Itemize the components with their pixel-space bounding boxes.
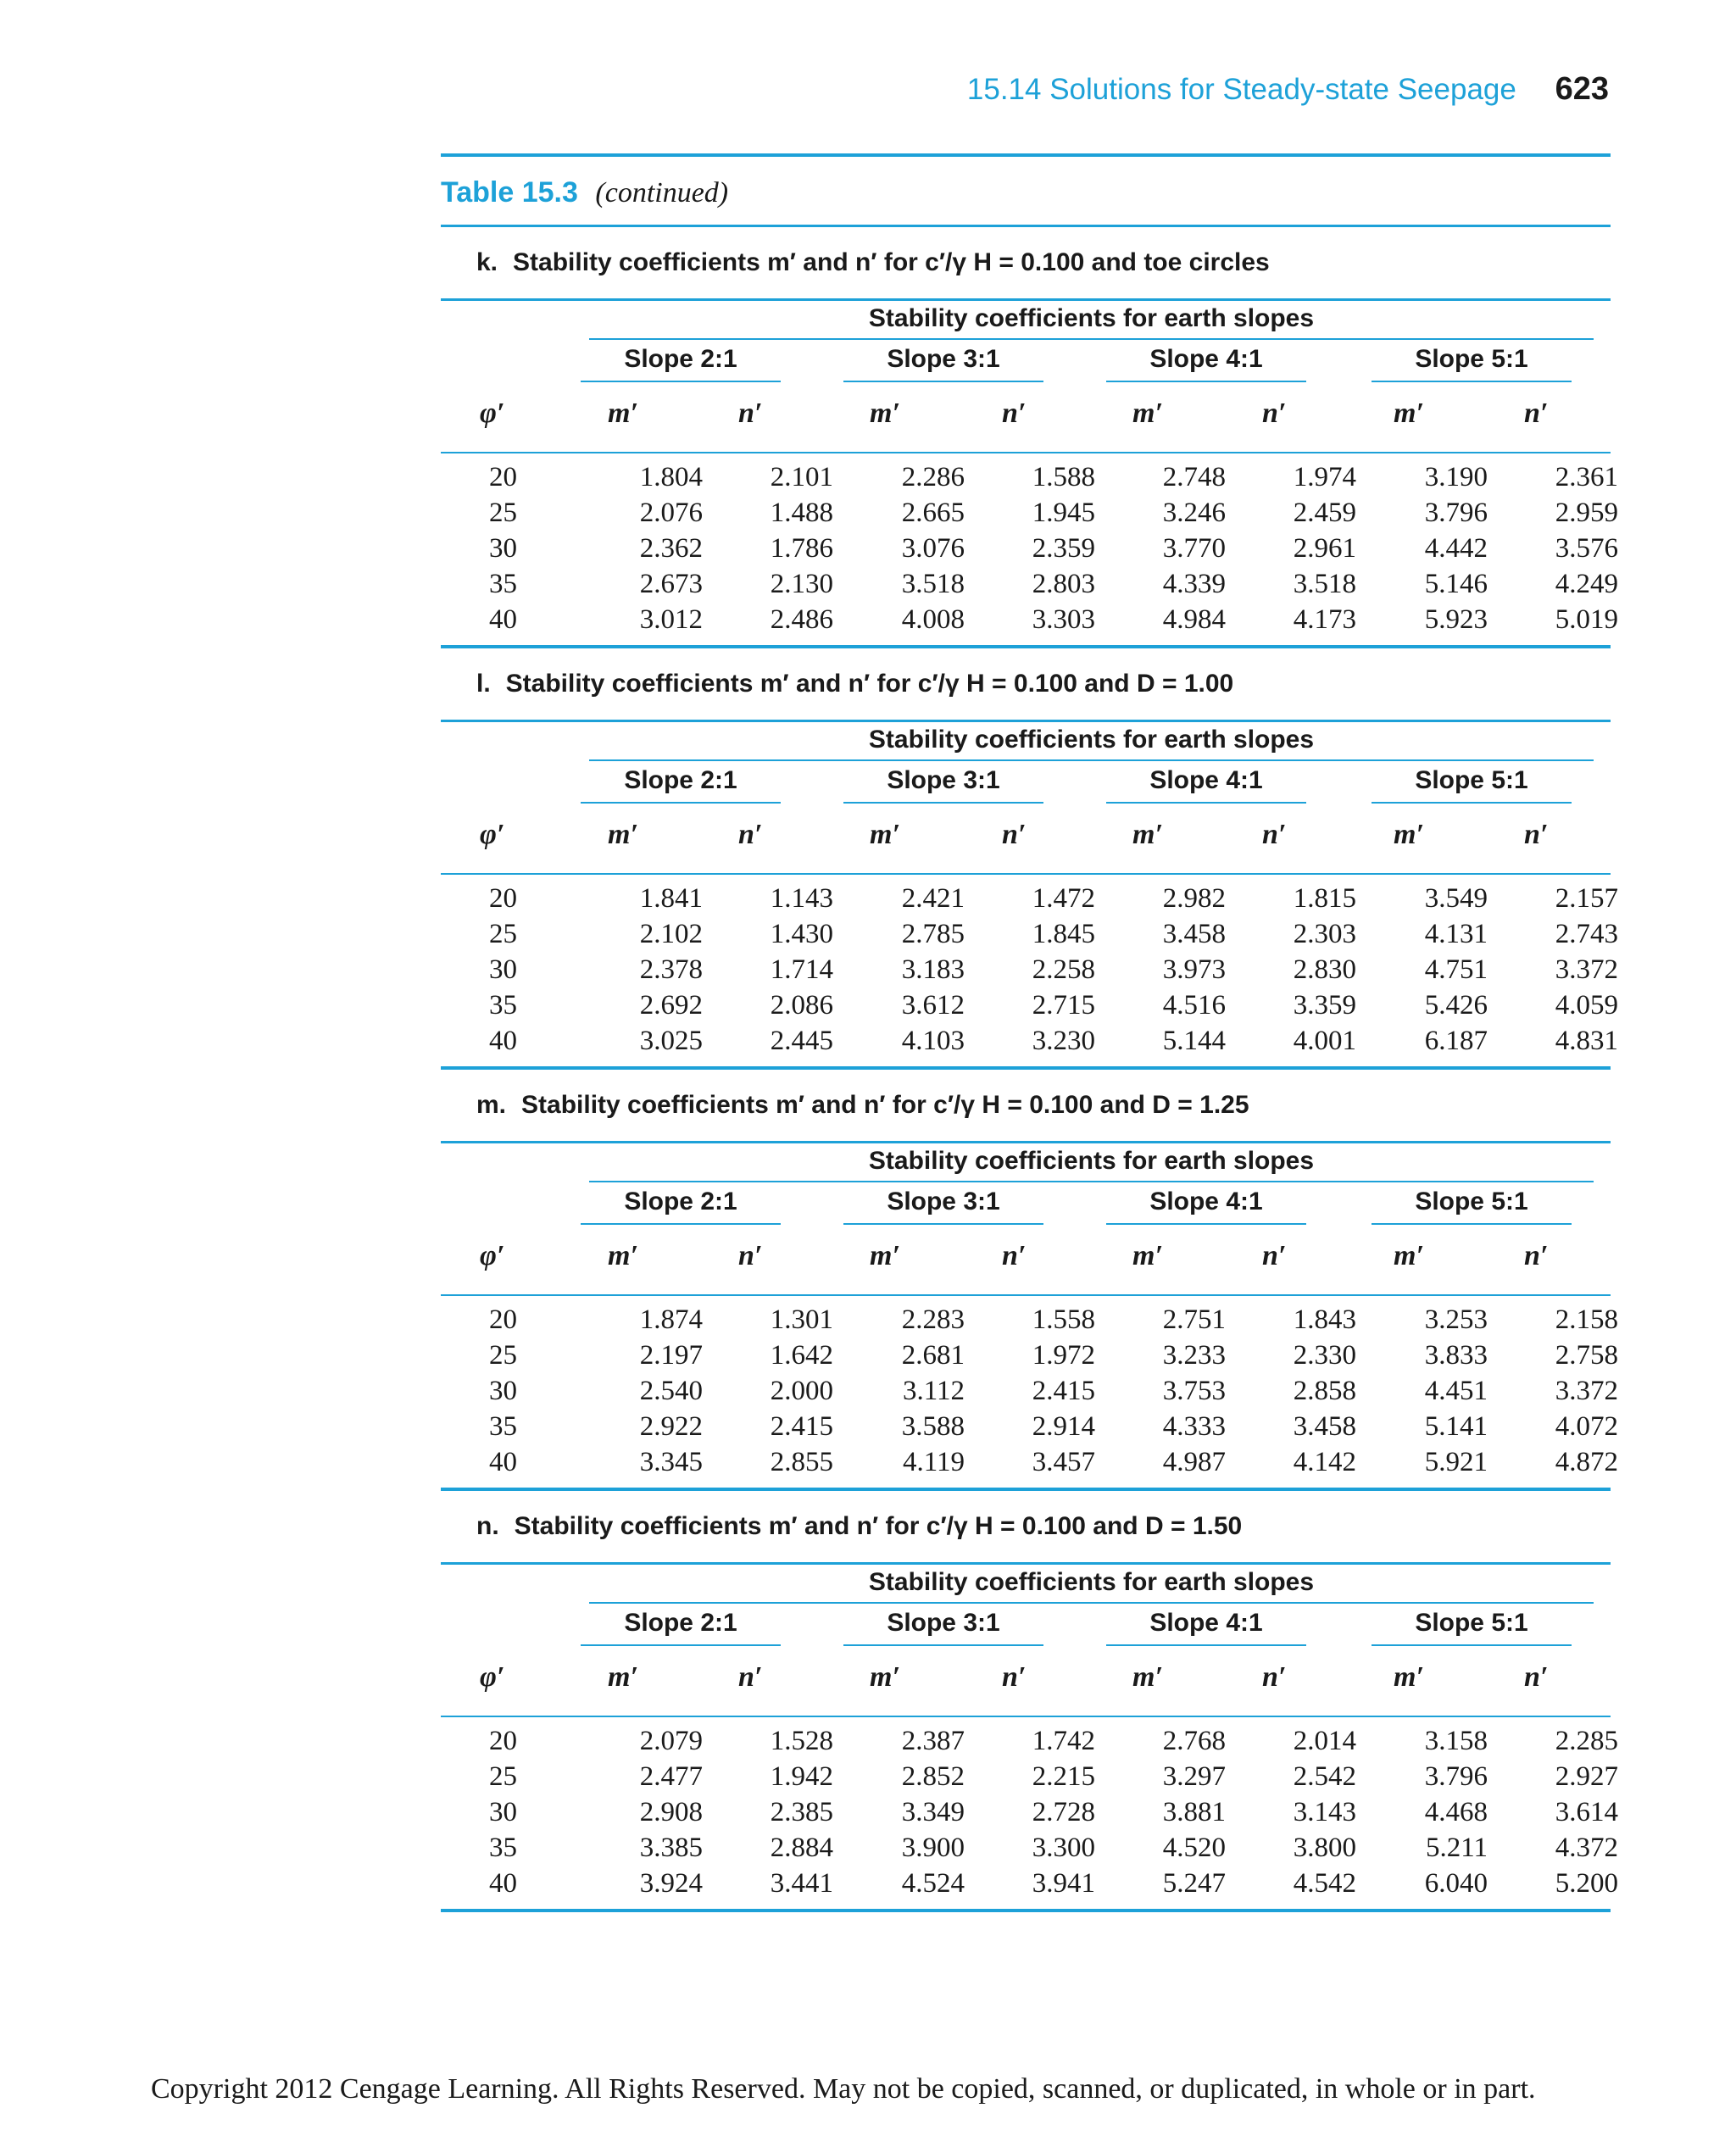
group-title <box>441 301 1611 340</box>
coefficient-value: 2.748 <box>1162 462 1226 492</box>
n-prime-header: n′ <box>1002 1240 1027 1271</box>
coefficient-value: 3.025 <box>639 1026 703 1056</box>
coefficient-value: 3.372 <box>1555 1376 1618 1406</box>
coefficient-value: 5.019 <box>1555 604 1618 635</box>
phi-value: 40 <box>489 1447 517 1477</box>
coefficient-value: 3.612 <box>901 990 965 1021</box>
m-prime-header: m′ <box>608 1661 639 1693</box>
column-headers <box>441 1225 1611 1288</box>
group-title <box>441 1143 1611 1182</box>
coefficient-value: 2.086 <box>770 990 833 1021</box>
table-row <box>441 462 1618 498</box>
coefficient-value: 4.142 <box>1293 1447 1356 1477</box>
coefficient-value: 2.415 <box>770 1411 833 1442</box>
coefficient-value: 3.800 <box>1293 1833 1356 1863</box>
n-prime-header: n′ <box>738 1661 763 1693</box>
coefficient-value: 4.984 <box>1162 604 1226 635</box>
phi-value: 20 <box>489 883 517 914</box>
subtable-title <box>441 648 1611 720</box>
table-row <box>441 1376 1618 1411</box>
coefficient-value: 1.714 <box>770 954 833 985</box>
coefficient-value: 6.187 <box>1424 1026 1488 1056</box>
slope-headers <box>441 761 1611 804</box>
n-prime-header: n′ <box>1524 819 1549 850</box>
coefficient-value: 2.359 <box>1032 533 1095 564</box>
n-prime-header: n′ <box>738 819 763 850</box>
m-prime-header: m′ <box>870 1661 901 1693</box>
phi-header: φ′ <box>480 1661 505 1693</box>
coefficient-value: 4.987 <box>1162 1447 1226 1477</box>
coefficient-value: 4.520 <box>1162 1833 1226 1863</box>
coefficient-value: 1.588 <box>1032 462 1095 492</box>
table-row <box>441 919 1618 954</box>
group-title <box>441 1565 1611 1604</box>
phi-value: 30 <box>489 1797 517 1827</box>
coefficient-value: 3.158 <box>1424 1726 1488 1756</box>
slope-header: Slope 4:1 <box>1106 340 1306 382</box>
coefficient-value: 2.751 <box>1162 1304 1226 1335</box>
coefficient-value: 2.922 <box>639 1411 703 1442</box>
coefficient-value: 3.112 <box>902 1376 965 1406</box>
coefficient-value: 2.421 <box>901 883 965 914</box>
coefficient-value: 2.158 <box>1555 1304 1618 1335</box>
phi-value: 35 <box>489 1411 517 1442</box>
phi-value: 20 <box>489 462 517 492</box>
coefficient-value: 2.908 <box>639 1797 703 1827</box>
phi-value: 20 <box>489 1726 517 1756</box>
coefficient-value: 3.253 <box>1424 1304 1488 1335</box>
coefficient-value: 4.339 <box>1162 569 1226 599</box>
coefficient-value: 1.972 <box>1032 1340 1095 1371</box>
m-prime-header: m′ <box>608 819 639 850</box>
table-row <box>441 604 1618 640</box>
coefficient-value: 2.130 <box>770 569 833 599</box>
column-headers <box>441 1646 1611 1709</box>
coefficient-value: 3.230 <box>1032 1026 1095 1056</box>
coefficient-value: 2.803 <box>1032 569 1095 599</box>
coefficient-value: 3.458 <box>1293 1411 1356 1442</box>
coefficient-value: 2.000 <box>770 1376 833 1406</box>
coefficient-value: 4.333 <box>1162 1411 1226 1442</box>
phi-value: 40 <box>489 1868 517 1899</box>
subtable-letter: k. <box>476 248 498 276</box>
table-row <box>441 1868 1618 1904</box>
table-caption <box>441 157 1611 225</box>
coefficient-value: 4.119 <box>902 1447 965 1477</box>
n-prime-header: n′ <box>1262 1240 1287 1271</box>
phi-value: 25 <box>489 498 517 528</box>
coefficient-value: 2.378 <box>639 954 703 985</box>
slope-headers <box>441 340 1611 382</box>
coefficient-value: 2.681 <box>901 1340 965 1371</box>
coefficient-value: 5.141 <box>1424 1411 1488 1442</box>
coefficient-value: 2.459 <box>1293 498 1356 528</box>
n-prime-header: n′ <box>738 398 763 429</box>
coefficient-value: 1.942 <box>770 1761 833 1792</box>
slope-header: Slope 2:1 <box>581 1182 781 1225</box>
n-prime-header: n′ <box>1002 819 1027 850</box>
coefficient-value: 3.518 <box>1293 569 1356 599</box>
table-row <box>441 954 1618 990</box>
coefficient-value: 1.974 <box>1293 462 1356 492</box>
group-title-text: Stability coefficients for earth slopes <box>868 1568 1315 1596</box>
coefficient-value: 2.445 <box>770 1026 833 1056</box>
coefficient-value: 3.385 <box>639 1833 703 1863</box>
coefficient-value: 1.472 <box>1032 883 1095 914</box>
m-prime-header: m′ <box>1394 1661 1425 1693</box>
coefficient-value: 5.146 <box>1424 569 1488 599</box>
coefficient-value: 3.457 <box>1032 1447 1095 1477</box>
slope-header: Slope 4:1 <box>1106 761 1306 804</box>
subtable-bottom-rule <box>441 1909 1611 1912</box>
coefficient-value: 4.516 <box>1162 990 1226 1021</box>
coefficient-value: 3.770 <box>1162 533 1226 564</box>
table-row <box>441 498 1618 533</box>
coefficient-value: 3.614 <box>1555 1797 1618 1827</box>
coefficient-value: 4.751 <box>1424 954 1488 985</box>
n-prime-header: n′ <box>1002 1661 1027 1693</box>
coefficient-value: 2.982 <box>1162 883 1226 914</box>
subtable-l <box>441 648 1618 1070</box>
table-row <box>441 1411 1618 1447</box>
coefficient-value: 3.372 <box>1555 954 1618 985</box>
subtable-letter: m. <box>476 1091 507 1119</box>
coefficient-value: 3.518 <box>901 569 965 599</box>
table-row <box>441 990 1618 1026</box>
table-row <box>441 1447 1618 1482</box>
coefficient-value: 1.742 <box>1032 1726 1095 1756</box>
n-prime-header: n′ <box>738 1240 763 1271</box>
coefficient-value: 2.385 <box>770 1797 833 1827</box>
phi-value: 35 <box>489 569 517 599</box>
group-title-text: Stability coefficients for earth slopes <box>868 304 1315 332</box>
table-row <box>441 1726 1618 1761</box>
slope-header: Slope 2:1 <box>581 340 781 382</box>
m-prime-header: m′ <box>870 1240 901 1271</box>
phi-value: 25 <box>489 1340 517 1371</box>
m-prime-header: m′ <box>1132 398 1164 429</box>
slope-header: Slope 5:1 <box>1372 340 1572 382</box>
coefficient-value: 2.215 <box>1032 1761 1095 1792</box>
coefficient-value: 5.923 <box>1424 604 1488 635</box>
subtable-k <box>441 227 1618 648</box>
coefficient-value: 1.430 <box>770 919 833 949</box>
coefficient-value: 1.642 <box>770 1340 833 1371</box>
coefficient-value: 2.330 <box>1293 1340 1356 1371</box>
coefficient-value: 3.549 <box>1424 883 1488 914</box>
subtable-title <box>441 1491 1611 1562</box>
coefficient-value: 2.361 <box>1555 462 1618 492</box>
coefficient-value: 2.387 <box>901 1726 965 1756</box>
coefficient-value: 2.692 <box>639 990 703 1021</box>
table-row <box>441 1797 1618 1833</box>
coefficient-value: 1.874 <box>639 1304 703 1335</box>
coefficient-value: 4.468 <box>1424 1797 1488 1827</box>
slope-header: Slope 3:1 <box>843 1604 1043 1646</box>
column-headers <box>441 382 1611 445</box>
phi-header: φ′ <box>480 819 505 850</box>
coefficient-value: 3.588 <box>901 1411 965 1442</box>
m-prime-header: m′ <box>1132 1240 1164 1271</box>
coefficient-value: 3.576 <box>1555 533 1618 564</box>
coefficient-value: 3.012 <box>639 604 703 635</box>
phi-value: 25 <box>489 919 517 949</box>
table-row <box>441 1340 1618 1376</box>
phi-value: 40 <box>489 1026 517 1056</box>
n-prime-header: n′ <box>1524 1240 1549 1271</box>
coefficient-value: 2.303 <box>1293 919 1356 949</box>
table-row <box>441 1833 1618 1868</box>
coefficient-value: 2.101 <box>770 462 833 492</box>
coefficient-value: 1.845 <box>1032 919 1095 949</box>
slope-header: Slope 4:1 <box>1106 1604 1306 1646</box>
subtable-title <box>441 1070 1611 1141</box>
slope-header: Slope 3:1 <box>843 1182 1043 1225</box>
coefficient-value: 4.831 <box>1555 1026 1618 1056</box>
group-title <box>441 722 1611 761</box>
coefficient-value: 2.415 <box>1032 1376 1095 1406</box>
coefficient-value: 2.542 <box>1293 1761 1356 1792</box>
coefficient-value: 4.103 <box>901 1026 965 1056</box>
phi-value: 20 <box>489 1304 517 1335</box>
coefficient-value: 1.528 <box>770 1726 833 1756</box>
coefficient-value: 3.881 <box>1162 1797 1226 1827</box>
coefficient-value: 3.796 <box>1424 498 1488 528</box>
coefficient-value: 2.014 <box>1293 1726 1356 1756</box>
phi-value: 30 <box>489 954 517 985</box>
subtables <box>441 227 1618 1912</box>
m-prime-header: m′ <box>1132 819 1164 850</box>
subtable-n <box>441 1491 1618 1912</box>
coefficient-value: 3.900 <box>901 1833 965 1863</box>
slope-headers <box>441 1182 1611 1225</box>
coefficient-value: 2.197 <box>639 1340 703 1371</box>
coefficient-value: 3.297 <box>1162 1761 1226 1792</box>
coefficient-value: 4.072 <box>1555 1411 1618 1442</box>
coefficient-value: 2.852 <box>901 1761 965 1792</box>
slope-header: Slope 5:1 <box>1372 1182 1572 1225</box>
coefficient-value: 4.131 <box>1424 919 1488 949</box>
slope-header: Slope 3:1 <box>843 340 1043 382</box>
phi-value: 35 <box>489 1833 517 1863</box>
coefficient-value: 5.921 <box>1424 1447 1488 1477</box>
coefficient-value: 2.258 <box>1032 954 1095 985</box>
phi-value: 30 <box>489 533 517 564</box>
coefficient-value: 3.349 <box>901 1797 965 1827</box>
coefficient-value: 4.173 <box>1293 604 1356 635</box>
coefficient-value: 4.872 <box>1555 1447 1618 1477</box>
data-rows <box>441 875 1618 1066</box>
coefficient-value: 1.558 <box>1032 1304 1095 1335</box>
m-prime-header: m′ <box>1394 1240 1425 1271</box>
coefficient-value: 3.246 <box>1162 498 1226 528</box>
coefficient-value: 3.796 <box>1424 1761 1488 1792</box>
coefficient-value: 2.285 <box>1555 1726 1618 1756</box>
slope-header: Slope 4:1 <box>1106 1182 1306 1225</box>
coefficient-value: 2.961 <box>1293 533 1356 564</box>
coefficient-value: 2.157 <box>1555 883 1618 914</box>
coefficient-value: 1.301 <box>770 1304 833 1335</box>
n-prime-header: n′ <box>1262 1661 1287 1693</box>
coefficient-value: 1.786 <box>770 533 833 564</box>
group-title-text: Stability coefficients for earth slopes <box>868 726 1315 754</box>
slope-header: Slope 5:1 <box>1372 761 1572 804</box>
coefficient-value: 3.303 <box>1032 604 1095 635</box>
coefficient-value: 3.753 <box>1162 1376 1226 1406</box>
n-prime-header: n′ <box>1002 398 1027 429</box>
coefficient-value: 4.372 <box>1555 1833 1618 1863</box>
slope-header: Slope 2:1 <box>581 761 781 804</box>
table-row <box>441 1761 1618 1797</box>
m-prime-header: m′ <box>870 819 901 850</box>
coefficient-value: 2.959 <box>1555 498 1618 528</box>
coefficient-value: 2.477 <box>639 1761 703 1792</box>
coefficient-value: 3.300 <box>1032 1833 1095 1863</box>
slope-headers <box>441 1604 1611 1646</box>
m-prime-header: m′ <box>608 398 639 429</box>
slope-header: Slope 2:1 <box>581 1604 781 1646</box>
coefficient-value: 3.441 <box>770 1868 833 1899</box>
coefficient-value: 3.458 <box>1162 919 1226 949</box>
m-prime-header: m′ <box>608 1240 639 1271</box>
coefficient-value: 2.673 <box>639 569 703 599</box>
coefficient-value: 3.973 <box>1162 954 1226 985</box>
coefficient-value: 5.426 <box>1424 990 1488 1021</box>
coefficient-value: 2.540 <box>639 1376 703 1406</box>
table-label: Table 15.3 <box>441 176 578 209</box>
running-head <box>967 71 1609 108</box>
coefficient-value: 2.283 <box>901 1304 965 1335</box>
coefficient-value: 3.233 <box>1162 1340 1226 1371</box>
subtable-letter: l. <box>476 670 491 698</box>
table-container <box>441 153 1618 1912</box>
m-prime-header: m′ <box>1394 819 1425 850</box>
slope-header: Slope 3:1 <box>843 761 1043 804</box>
coefficient-value: 2.743 <box>1555 919 1618 949</box>
coefficient-value: 1.804 <box>639 462 703 492</box>
coefficient-value: 6.040 <box>1424 1868 1488 1899</box>
n-prime-header: n′ <box>1262 398 1287 429</box>
table-row <box>441 1026 1618 1061</box>
coefficient-value: 3.143 <box>1293 1797 1356 1827</box>
table-row <box>441 569 1618 604</box>
phi-value: 30 <box>489 1376 517 1406</box>
coefficient-value: 2.785 <box>901 919 965 949</box>
coefficient-value: 2.858 <box>1293 1376 1356 1406</box>
column-headers <box>441 804 1611 866</box>
subtable-title-text: Stability coefficients m′ and n′ for c′/γ H = 0.100 and toe circles <box>513 248 1270 276</box>
table-row <box>441 883 1618 919</box>
coefficient-value: 5.247 <box>1162 1868 1226 1899</box>
coefficient-value: 3.359 <box>1293 990 1356 1021</box>
subtable-title-text: Stability coefficients m′ and n′ for c′/γ H = 0.100 and D = 1.50 <box>514 1512 1243 1540</box>
subtable-title-text: Stability coefficients m′ and n′ for c′/γ H = 0.100 and D = 1.00 <box>505 670 1234 698</box>
coefficient-value: 4.001 <box>1293 1026 1356 1056</box>
m-prime-header: m′ <box>1394 398 1425 429</box>
coefficient-value: 3.345 <box>639 1447 703 1477</box>
coefficient-value: 2.768 <box>1162 1726 1226 1756</box>
coefficient-value: 2.728 <box>1032 1797 1095 1827</box>
coefficient-value: 1.945 <box>1032 498 1095 528</box>
coefficient-value: 3.183 <box>901 954 965 985</box>
coefficient-value: 4.524 <box>901 1868 965 1899</box>
coefficient-value: 2.665 <box>901 498 965 528</box>
coefficient-value: 2.715 <box>1032 990 1095 1021</box>
coefficient-value: 2.102 <box>639 919 703 949</box>
table-row <box>441 533 1618 569</box>
coefficient-value: 3.924 <box>639 1868 703 1899</box>
coefficient-value: 3.190 <box>1424 462 1488 492</box>
coefficient-value: 4.008 <box>901 604 965 635</box>
n-prime-header: n′ <box>1524 398 1549 429</box>
slope-header: Slope 5:1 <box>1372 1604 1572 1646</box>
data-rows <box>441 453 1618 645</box>
subtable-letter: n. <box>476 1512 499 1540</box>
coefficient-value: 1.843 <box>1293 1304 1356 1335</box>
subtable-title-text: Stability coefficients m′ and n′ for c′/γ H = 0.100 and D = 1.25 <box>521 1091 1249 1119</box>
group-title-text: Stability coefficients for earth slopes <box>868 1147 1315 1175</box>
copyright-notice: Copyright 2012 Cengage Learning. All Rights Reserved. May not be copied, scanned, or duplicated, in whole or in part. <box>151 2073 1536 2105</box>
coefficient-value: 2.079 <box>639 1726 703 1756</box>
coefficient-value: 3.076 <box>901 533 965 564</box>
m-prime-header: m′ <box>1132 1661 1164 1693</box>
coefficient-value: 5.211 <box>1425 1833 1488 1863</box>
coefficient-value: 5.144 <box>1162 1026 1226 1056</box>
table-continued: (continued) <box>595 177 729 209</box>
phi-value: 35 <box>489 990 517 1021</box>
coefficient-value: 2.362 <box>639 533 703 564</box>
coefficient-value: 1.143 <box>770 883 833 914</box>
coefficient-value: 2.927 <box>1555 1761 1618 1792</box>
coefficient-value: 2.830 <box>1293 954 1356 985</box>
coefficient-value: 2.286 <box>901 462 965 492</box>
m-prime-header: m′ <box>870 398 901 429</box>
data-rows <box>441 1717 1618 1909</box>
coefficient-value: 2.855 <box>770 1447 833 1477</box>
subtable-title <box>441 227 1611 298</box>
coefficient-value: 4.451 <box>1424 1376 1488 1406</box>
coefficient-value: 2.884 <box>770 1833 833 1863</box>
n-prime-header: n′ <box>1524 1661 1549 1693</box>
coefficient-value: 4.442 <box>1424 533 1488 564</box>
n-prime-header: n′ <box>1262 819 1287 850</box>
coefficient-value: 3.941 <box>1032 1868 1095 1899</box>
coefficient-value: 1.841 <box>639 883 703 914</box>
phi-value: 25 <box>489 1761 517 1792</box>
coefficient-value: 2.486 <box>770 604 833 635</box>
data-rows <box>441 1296 1618 1488</box>
running-head-title: 15.14 Solutions for Steady-state Seepage <box>966 73 1516 106</box>
coefficient-value: 2.076 <box>639 498 703 528</box>
table-row <box>441 1304 1618 1340</box>
subtable-m <box>441 1070 1618 1491</box>
coefficient-value: 3.833 <box>1424 1340 1488 1371</box>
coefficient-value: 4.059 <box>1555 990 1618 1021</box>
phi-header: φ′ <box>480 398 505 429</box>
coefficient-value: 5.200 <box>1555 1868 1618 1899</box>
page-number: 623 <box>1555 71 1609 107</box>
coefficient-value: 1.488 <box>770 498 833 528</box>
phi-value: 40 <box>489 604 517 635</box>
coefficient-value: 2.758 <box>1555 1340 1618 1371</box>
coefficient-value: 4.249 <box>1555 569 1618 599</box>
coefficient-value: 4.542 <box>1293 1868 1356 1899</box>
coefficient-value: 1.815 <box>1293 883 1356 914</box>
coefficient-value: 2.914 <box>1032 1411 1095 1442</box>
phi-header: φ′ <box>480 1240 505 1271</box>
